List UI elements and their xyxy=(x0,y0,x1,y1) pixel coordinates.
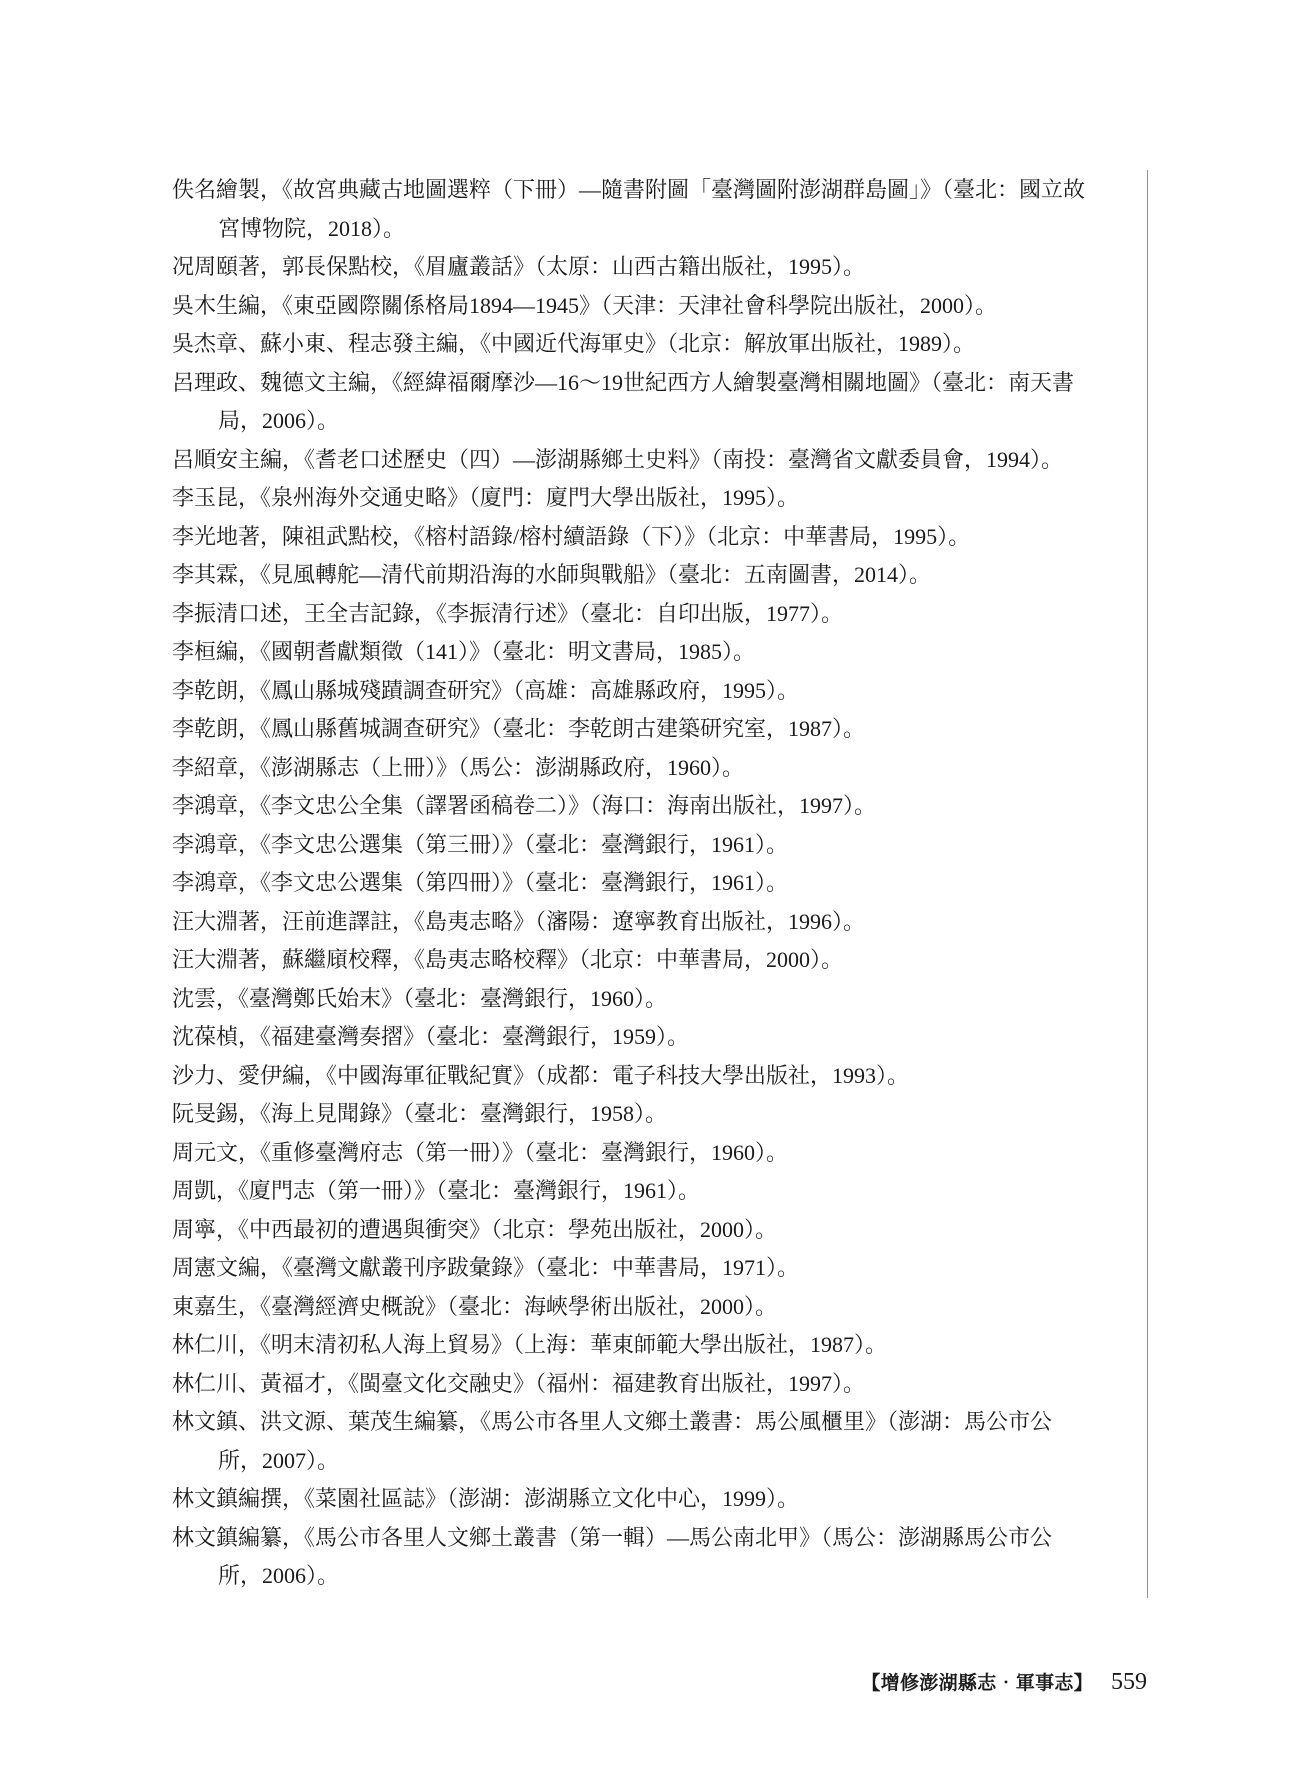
bibliography-entry xyxy=(172,171,1132,248)
entry-continuation-line: 所，2007）。 xyxy=(218,1447,340,1473)
entry-line: 林文鎮編撰，《菜園社區誌》（澎湖：澎湖縣立文化中心，1999）。 xyxy=(172,1486,800,1511)
margin-rule xyxy=(1147,170,1148,1598)
entry-line: 李玉昆，《泉州海外交通史略》（廈門：廈門大學出版社，1995）。 xyxy=(172,485,800,510)
entry-continuation-line: 所，2006）。 xyxy=(218,1563,340,1588)
bibliography-list xyxy=(172,171,1132,1596)
entry-line: 林仁川，《明末清初私人海上貿易》（上海：華東師範大學出版社，1987）。 xyxy=(172,1332,888,1357)
entry-line: 沙力、愛伊編，《中國海軍征戰紀實》（成都：電子科技大學出版社，1993）。 xyxy=(172,1062,910,1088)
entry-line: 周元文，《重修臺灣府志（第一冊）》（臺北：臺灣銀行，1960）。 xyxy=(172,1139,789,1165)
entry-line: 李振清口述，王全吉記錄，《李振清行述》（臺北：自印出版，1977）。 xyxy=(172,600,844,626)
bibliography-entry xyxy=(172,518,1132,557)
bibliography-entry xyxy=(172,325,1132,364)
bibliography-entry xyxy=(172,826,1132,865)
entry-line: 林文鎮、洪文源、葉茂生編纂，《馬公市各里人文鄉土叢書：馬公風櫃里》（澎湖：馬公市公 xyxy=(172,1409,1053,1434)
bibliography-entry xyxy=(172,556,1132,595)
entry-line: 沈雲，《臺灣鄭氏始末》（臺北：臺灣銀行，1960）。 xyxy=(172,985,668,1011)
entry-line: 汪大淵著，蘇繼廎校釋，《島夷志略校釋》（北京：中華書局，2000）。 xyxy=(172,947,844,972)
entry-line: 况周頤著，郭長保點校，《眉廬叢話》（太原：山西古籍出版社，1995）。 xyxy=(172,254,866,279)
entry-line: 吳杰章、蘇小東、程志發主編，《中國近代海軍史》（北京：解放軍出版社，1989）。 xyxy=(172,331,976,356)
bibliography-entry xyxy=(172,903,1132,942)
bibliography-entry xyxy=(172,980,1132,1019)
bibliography-entry xyxy=(172,479,1132,518)
entry-line: 呂順安主編，《耆老口述歷史（四）—澎湖縣鄉土史料》（南投：臺灣省文獻委員會，1994）。 xyxy=(172,446,1064,472)
entry-line: 李乾朗，《鳳山縣舊城調查研究》（臺北：李乾朗古建築研究室，1987）。 xyxy=(172,716,866,741)
running-footer xyxy=(861,1666,1147,1698)
entry-line: 汪大淵著，汪前進譯註，《島夷志略》（瀋陽：遼寧教育出版社，1996）。 xyxy=(172,908,866,934)
entry-line: 周憲文編，《臺灣文獻叢刊序跋彙錄》（臺北：中華書局，1971）。 xyxy=(172,1255,800,1280)
bibliography-entry xyxy=(172,749,1132,788)
bibliography-entry xyxy=(172,787,1132,826)
bibliography-entry xyxy=(172,633,1132,672)
entry-line: 李鴻章，《李文忠公選集（第四冊）》（臺北：臺灣銀行，1961）。 xyxy=(172,870,789,895)
bibliography-entry xyxy=(172,1095,1132,1134)
bibliography-entry xyxy=(172,941,1132,980)
entry-line: 李乾朗，《鳳山縣城殘蹟調查研究》（高雄：高雄縣政府，1995）。 xyxy=(172,677,800,703)
entry-line: 周凱，《廈門志（第一冊）》（臺北：臺灣銀行，1961）。 xyxy=(172,1178,701,1203)
bibliography-entry xyxy=(172,287,1132,326)
book-title: 【增修澎湖縣志‧軍事志】 xyxy=(861,1673,1093,1694)
bibliography-entry xyxy=(172,441,1132,480)
bibliography-entry xyxy=(172,864,1132,903)
bibliography-entry xyxy=(172,1018,1132,1057)
entry-line: 沈葆楨，《福建臺灣奏摺》（臺北：臺灣銀行，1959）。 xyxy=(172,1024,690,1049)
entry-line: 李鴻章，《李文忠公選集（第三冊）》（臺北：臺灣銀行，1961）。 xyxy=(172,831,789,857)
entry-line: 林仁川、黃福才，《閩臺文化交融史》（福州：福建教育出版社，1997）。 xyxy=(172,1370,866,1396)
bibliography-entry xyxy=(172,1211,1132,1250)
bibliography-entry xyxy=(172,1134,1132,1173)
entry-line: 佚名繪製，《故宮典藏古地圖選粹（下冊）—隨書附圖「臺灣圖附澎湖群島圖」》（臺北：國立故 xyxy=(172,177,1086,202)
entry-line: 林文鎮編纂，《馬公市各里人文鄉土叢書（第一輯）—馬公南北甲》（馬公：澎湖縣馬公市公 xyxy=(172,1524,1053,1550)
bibliography-entry xyxy=(172,672,1132,711)
entry-line: 東嘉生，《臺灣經濟史概說》（臺北：海峽學術出版社，2000）。 xyxy=(172,1293,778,1319)
entry-line: 李紹章，《澎湖縣志（上冊）》（馬公：澎湖縣政府，1960）。 xyxy=(172,754,745,780)
page-number: 559 xyxy=(1111,1669,1147,1695)
entry-line: 李桓編，《國朝耆獻類徵（141）》（臺北：明文書局，1985）。 xyxy=(172,639,756,664)
bibliography-entry xyxy=(172,1365,1132,1404)
entry-continuation-line: 宮博物院，2018）。 xyxy=(218,215,406,241)
bibliography-entry xyxy=(172,1480,1132,1519)
bibliography-entry xyxy=(172,710,1132,749)
entry-line: 李光地著，陳祖武點校，《榕村語錄/榕村續語錄（下）》（北京：中華書局，1995）。 xyxy=(172,523,971,549)
bibliography-entry xyxy=(172,1172,1132,1211)
bibliography-entry xyxy=(172,1288,1132,1327)
entry-line: 李其霖，《見風轉舵—清代前期沿海的水師與戰船》（臺北：五南圖書，2014）。 xyxy=(172,562,932,587)
entry-line: 吳木生編，《東亞國際關係格局1894—1945》（天津：天津社會科學院出版社，2000）。 xyxy=(172,292,998,318)
entry-line: 李鴻章，《李文忠公全集（譯署函稿卷二）》（海口：海南出版社，1997）。 xyxy=(172,793,877,818)
bibliography-entry xyxy=(172,1326,1132,1365)
bibliography-entry xyxy=(172,364,1132,441)
bibliography-entry xyxy=(172,1249,1132,1288)
bibliography-entry xyxy=(172,595,1132,634)
entry-line: 呂理政、魏德文主編，《經緯福爾摩沙—16～19世紀西方人繪製臺灣相關地圖》（臺北：南天書 xyxy=(172,369,1075,395)
entry-line: 阮旻錫，《海上見聞錄》（臺北：臺灣銀行，1958）。 xyxy=(172,1101,668,1126)
bibliography-entry xyxy=(172,1403,1132,1480)
bibliography-entry xyxy=(172,248,1132,287)
entry-line: 周寧，《中西最初的遭遇與衝突》（北京：學苑出版社，2000）。 xyxy=(172,1216,778,1242)
entry-continuation-line: 局，2006）。 xyxy=(218,408,340,433)
bibliography-entry xyxy=(172,1057,1132,1096)
bibliography-entry xyxy=(172,1519,1132,1596)
